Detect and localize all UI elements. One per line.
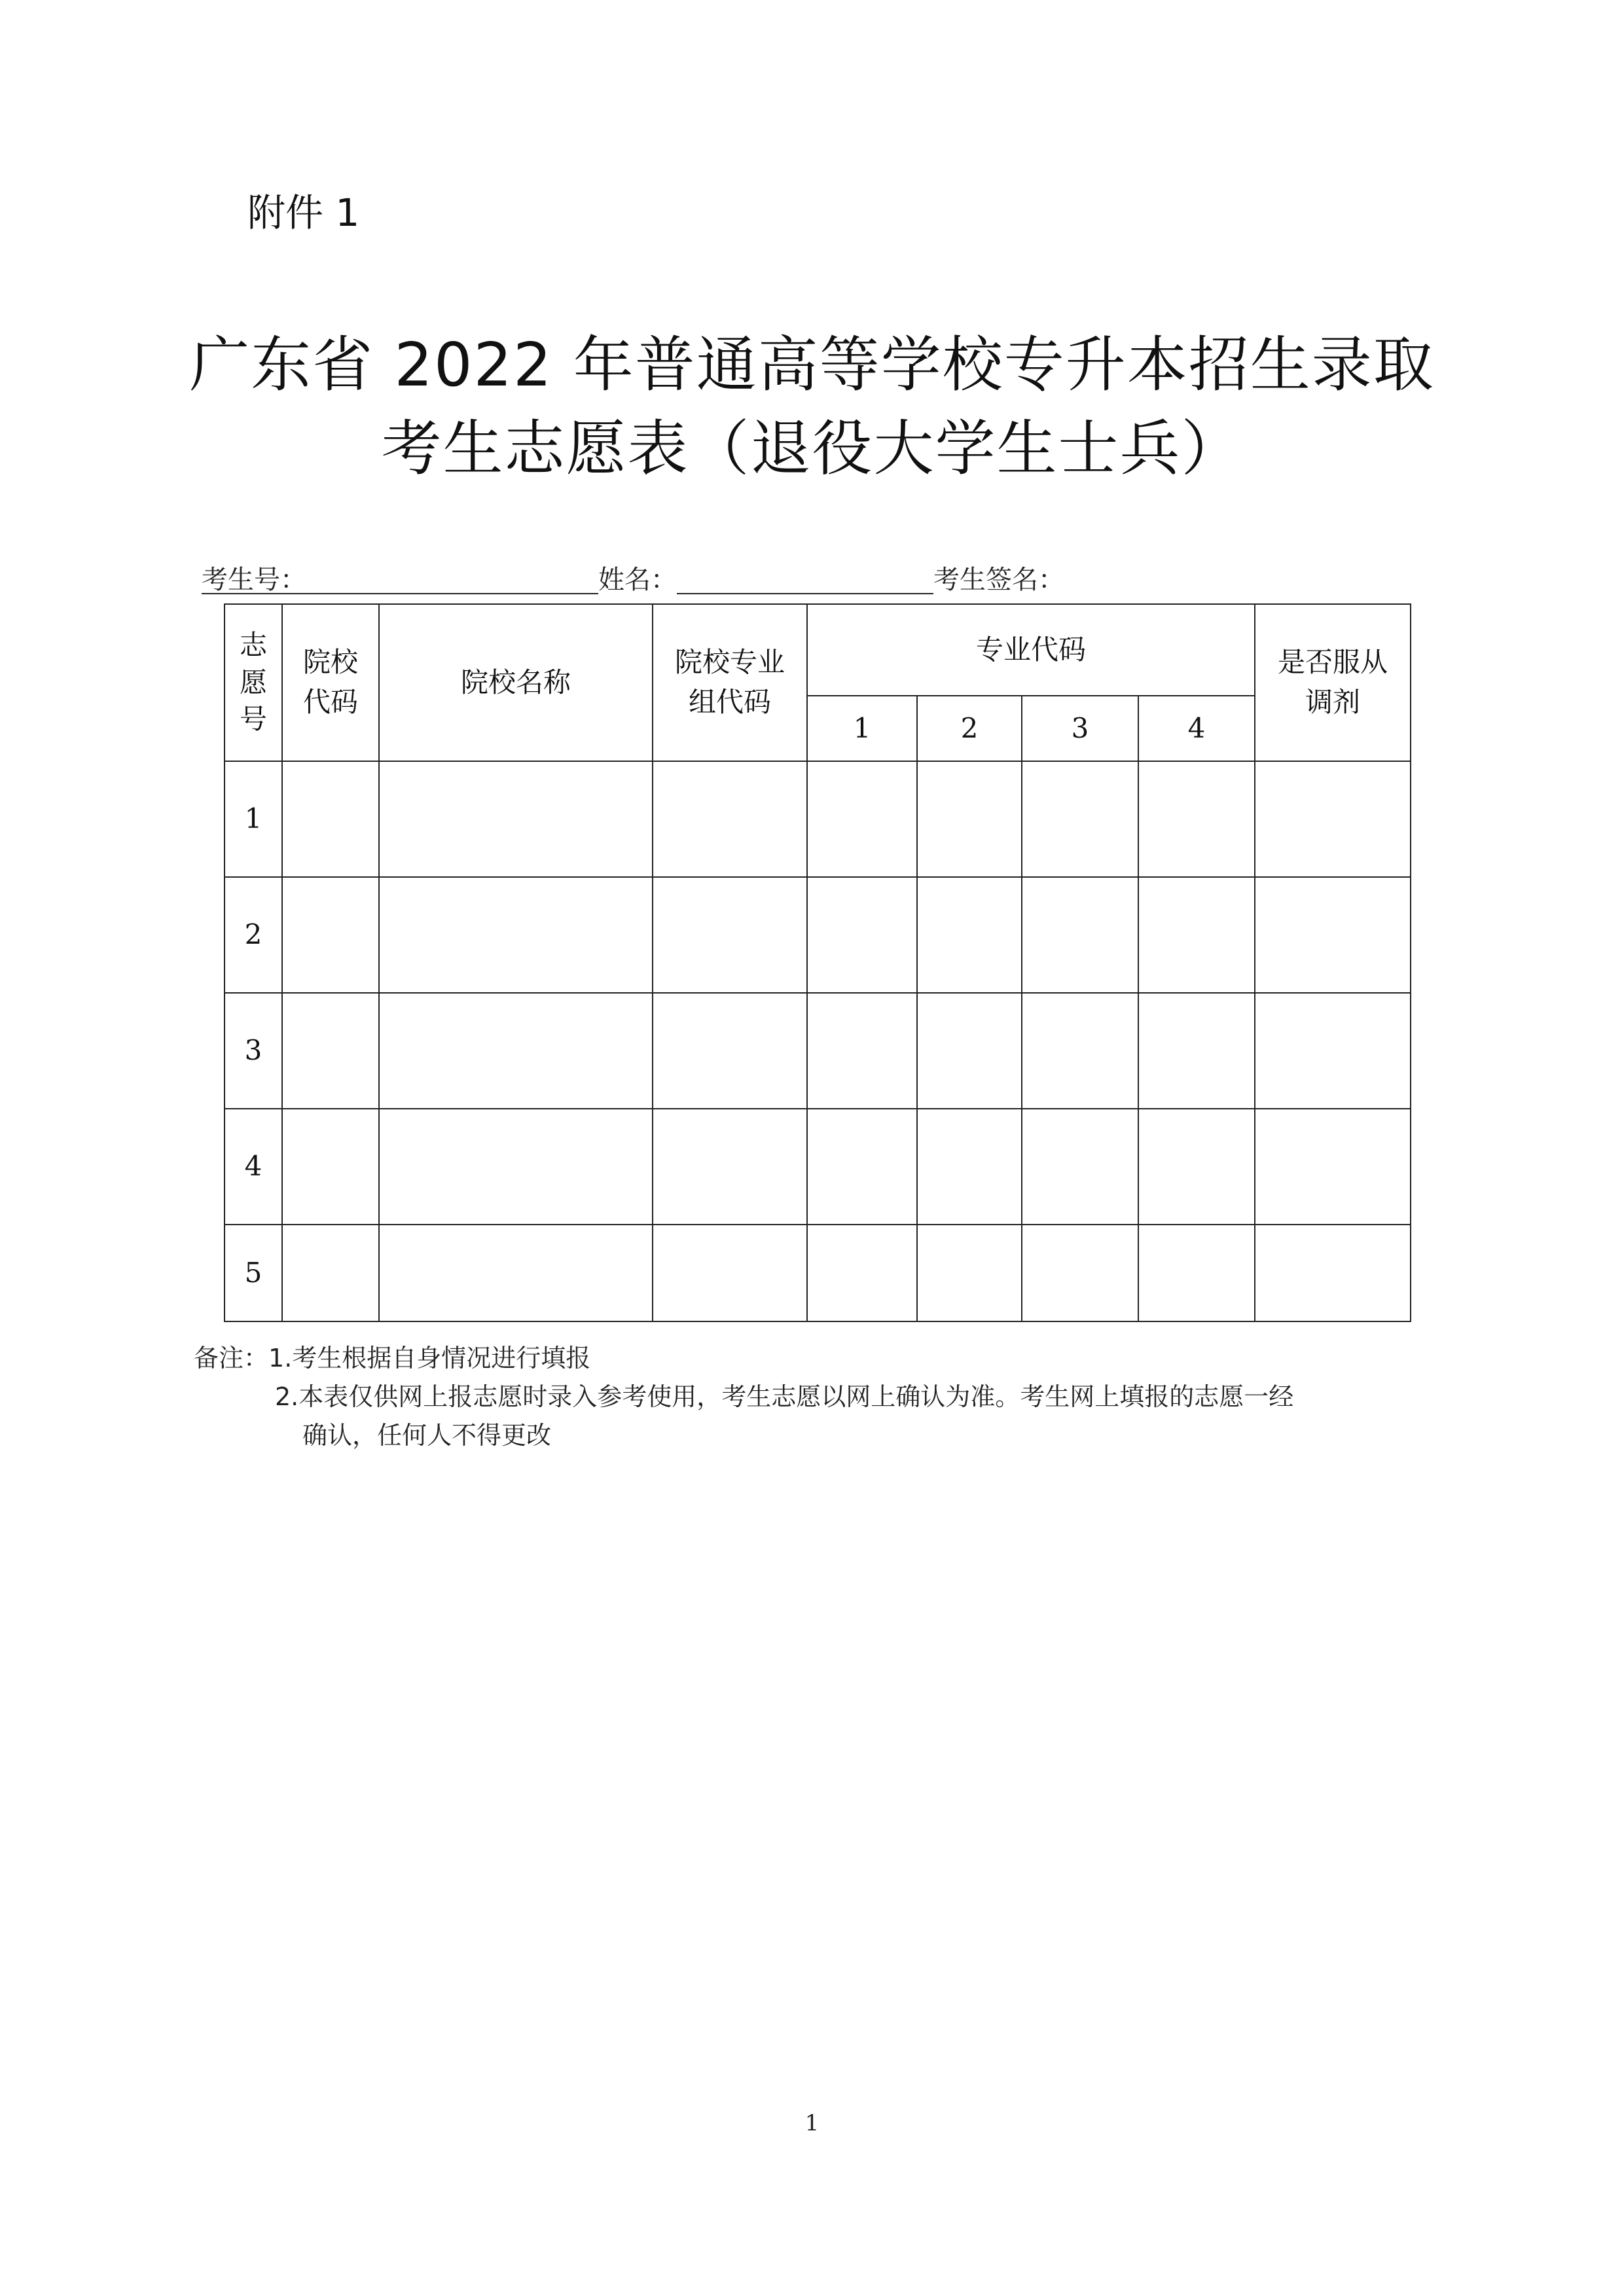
table-row bbox=[225, 1109, 1411, 1225]
major-group-code-cell[interactable] bbox=[653, 1109, 807, 1225]
school-code-cell[interactable] bbox=[282, 1109, 379, 1225]
major-code-2-cell[interactable] bbox=[917, 1225, 1022, 1321]
school-code-cell[interactable] bbox=[282, 1225, 379, 1321]
table-row bbox=[225, 1225, 1411, 1321]
obey-adjust-cell[interactable] bbox=[1255, 1109, 1411, 1225]
table-row bbox=[225, 877, 1411, 993]
notes-section bbox=[194, 1339, 1293, 1455]
major-code-2-cell[interactable] bbox=[917, 1109, 1022, 1225]
major-code-3-cell[interactable] bbox=[1022, 877, 1138, 993]
header-row-1 bbox=[225, 604, 1411, 696]
major-code-col-3: 3 bbox=[1022, 696, 1138, 761]
header-major-code: 专业代码 bbox=[807, 604, 1255, 696]
major-code-3-cell[interactable] bbox=[1022, 993, 1138, 1109]
obey-adjust-cell[interactable] bbox=[1255, 1225, 1411, 1321]
exam-number-field[interactable] bbox=[306, 567, 598, 594]
obey-adjust-cell[interactable] bbox=[1255, 993, 1411, 1109]
attachment-label: 附件 1 bbox=[247, 190, 360, 235]
school-name-cell[interactable] bbox=[379, 1225, 653, 1321]
name-label: 姓名： bbox=[598, 565, 677, 595]
row-number: 3 bbox=[225, 993, 282, 1109]
major-code-1-cell[interactable] bbox=[807, 993, 917, 1109]
row-number: 2 bbox=[225, 877, 282, 993]
row-number: 5 bbox=[225, 1225, 282, 1321]
page-title-line1: 广东省 2022 年普通高等学校专升本招生录取 bbox=[189, 330, 1435, 400]
major-group-code-cell[interactable] bbox=[653, 877, 807, 993]
table-row bbox=[225, 761, 1411, 877]
major-code-col-1: 1 bbox=[807, 696, 917, 761]
major-code-1-cell[interactable] bbox=[807, 877, 917, 993]
row-number: 1 bbox=[225, 761, 282, 877]
major-group-code-cell[interactable] bbox=[653, 993, 807, 1109]
page-title-line2: 考生志愿表（退役大学生士兵） bbox=[381, 414, 1243, 484]
obey-adjust-cell[interactable] bbox=[1255, 877, 1411, 993]
header-school-code: 院校 代码 bbox=[282, 604, 379, 761]
major-code-3-cell[interactable] bbox=[1022, 1225, 1138, 1321]
major-code-2-cell[interactable] bbox=[917, 877, 1022, 993]
major-group-code-cell[interactable] bbox=[653, 761, 807, 877]
name-field[interactable] bbox=[677, 567, 933, 594]
table-row bbox=[225, 993, 1411, 1109]
school-code-cell[interactable] bbox=[282, 993, 379, 1109]
candidate-info-line bbox=[202, 567, 1064, 594]
obey-adjust-cell[interactable] bbox=[1255, 761, 1411, 877]
major-code-1-cell[interactable] bbox=[807, 1225, 917, 1321]
school-code-cell[interactable] bbox=[282, 877, 379, 993]
school-name-cell[interactable] bbox=[379, 993, 653, 1109]
school-name-cell[interactable] bbox=[379, 761, 653, 877]
header-obey-adjust: 是否服从 调剂 bbox=[1255, 604, 1411, 761]
header-school-name: 院校名称 bbox=[379, 604, 653, 761]
major-code-4-cell[interactable] bbox=[1138, 1225, 1255, 1321]
signature-label: 考生签名： bbox=[933, 565, 1064, 595]
major-code-col-2: 2 bbox=[917, 696, 1022, 761]
major-code-2-cell[interactable] bbox=[917, 993, 1022, 1109]
application-table bbox=[224, 603, 1411, 1322]
major-code-1-cell[interactable] bbox=[807, 761, 917, 877]
school-code-cell[interactable] bbox=[282, 761, 379, 877]
school-name-cell[interactable] bbox=[379, 1109, 653, 1225]
major-code-4-cell[interactable] bbox=[1138, 1109, 1255, 1225]
major-code-3-cell[interactable] bbox=[1022, 761, 1138, 877]
major-code-4-cell[interactable] bbox=[1138, 993, 1255, 1109]
note-item-2-continued: 确认，任何人不得更改 bbox=[302, 1420, 552, 1450]
header-choice-no: 志 愿 号 bbox=[225, 604, 282, 761]
major-code-4-cell[interactable] bbox=[1138, 761, 1255, 877]
notes-prefix: 备注： bbox=[194, 1344, 269, 1372]
major-code-col-4: 4 bbox=[1138, 696, 1255, 761]
header-major-group-code: 院校专业 组代码 bbox=[653, 604, 807, 761]
note-item-2: 2.本表仅供网上报志愿时录入参考使用，考生志愿以网上确认为准。考生网上填报的志愿一经 bbox=[275, 1382, 1294, 1411]
row-number: 4 bbox=[225, 1109, 282, 1225]
major-code-1-cell[interactable] bbox=[807, 1109, 917, 1225]
major-group-code-cell[interactable] bbox=[653, 1225, 807, 1321]
major-code-4-cell[interactable] bbox=[1138, 877, 1255, 993]
note-item-1: 备注：1.考生根据自身情况进行填报 bbox=[194, 1344, 591, 1372]
major-code-3-cell[interactable] bbox=[1022, 1109, 1138, 1225]
school-name-cell[interactable] bbox=[379, 877, 653, 993]
exam-number-label: 考生号： bbox=[202, 565, 306, 595]
major-code-2-cell[interactable] bbox=[917, 761, 1022, 877]
page-number: 1 bbox=[804, 2110, 820, 2136]
